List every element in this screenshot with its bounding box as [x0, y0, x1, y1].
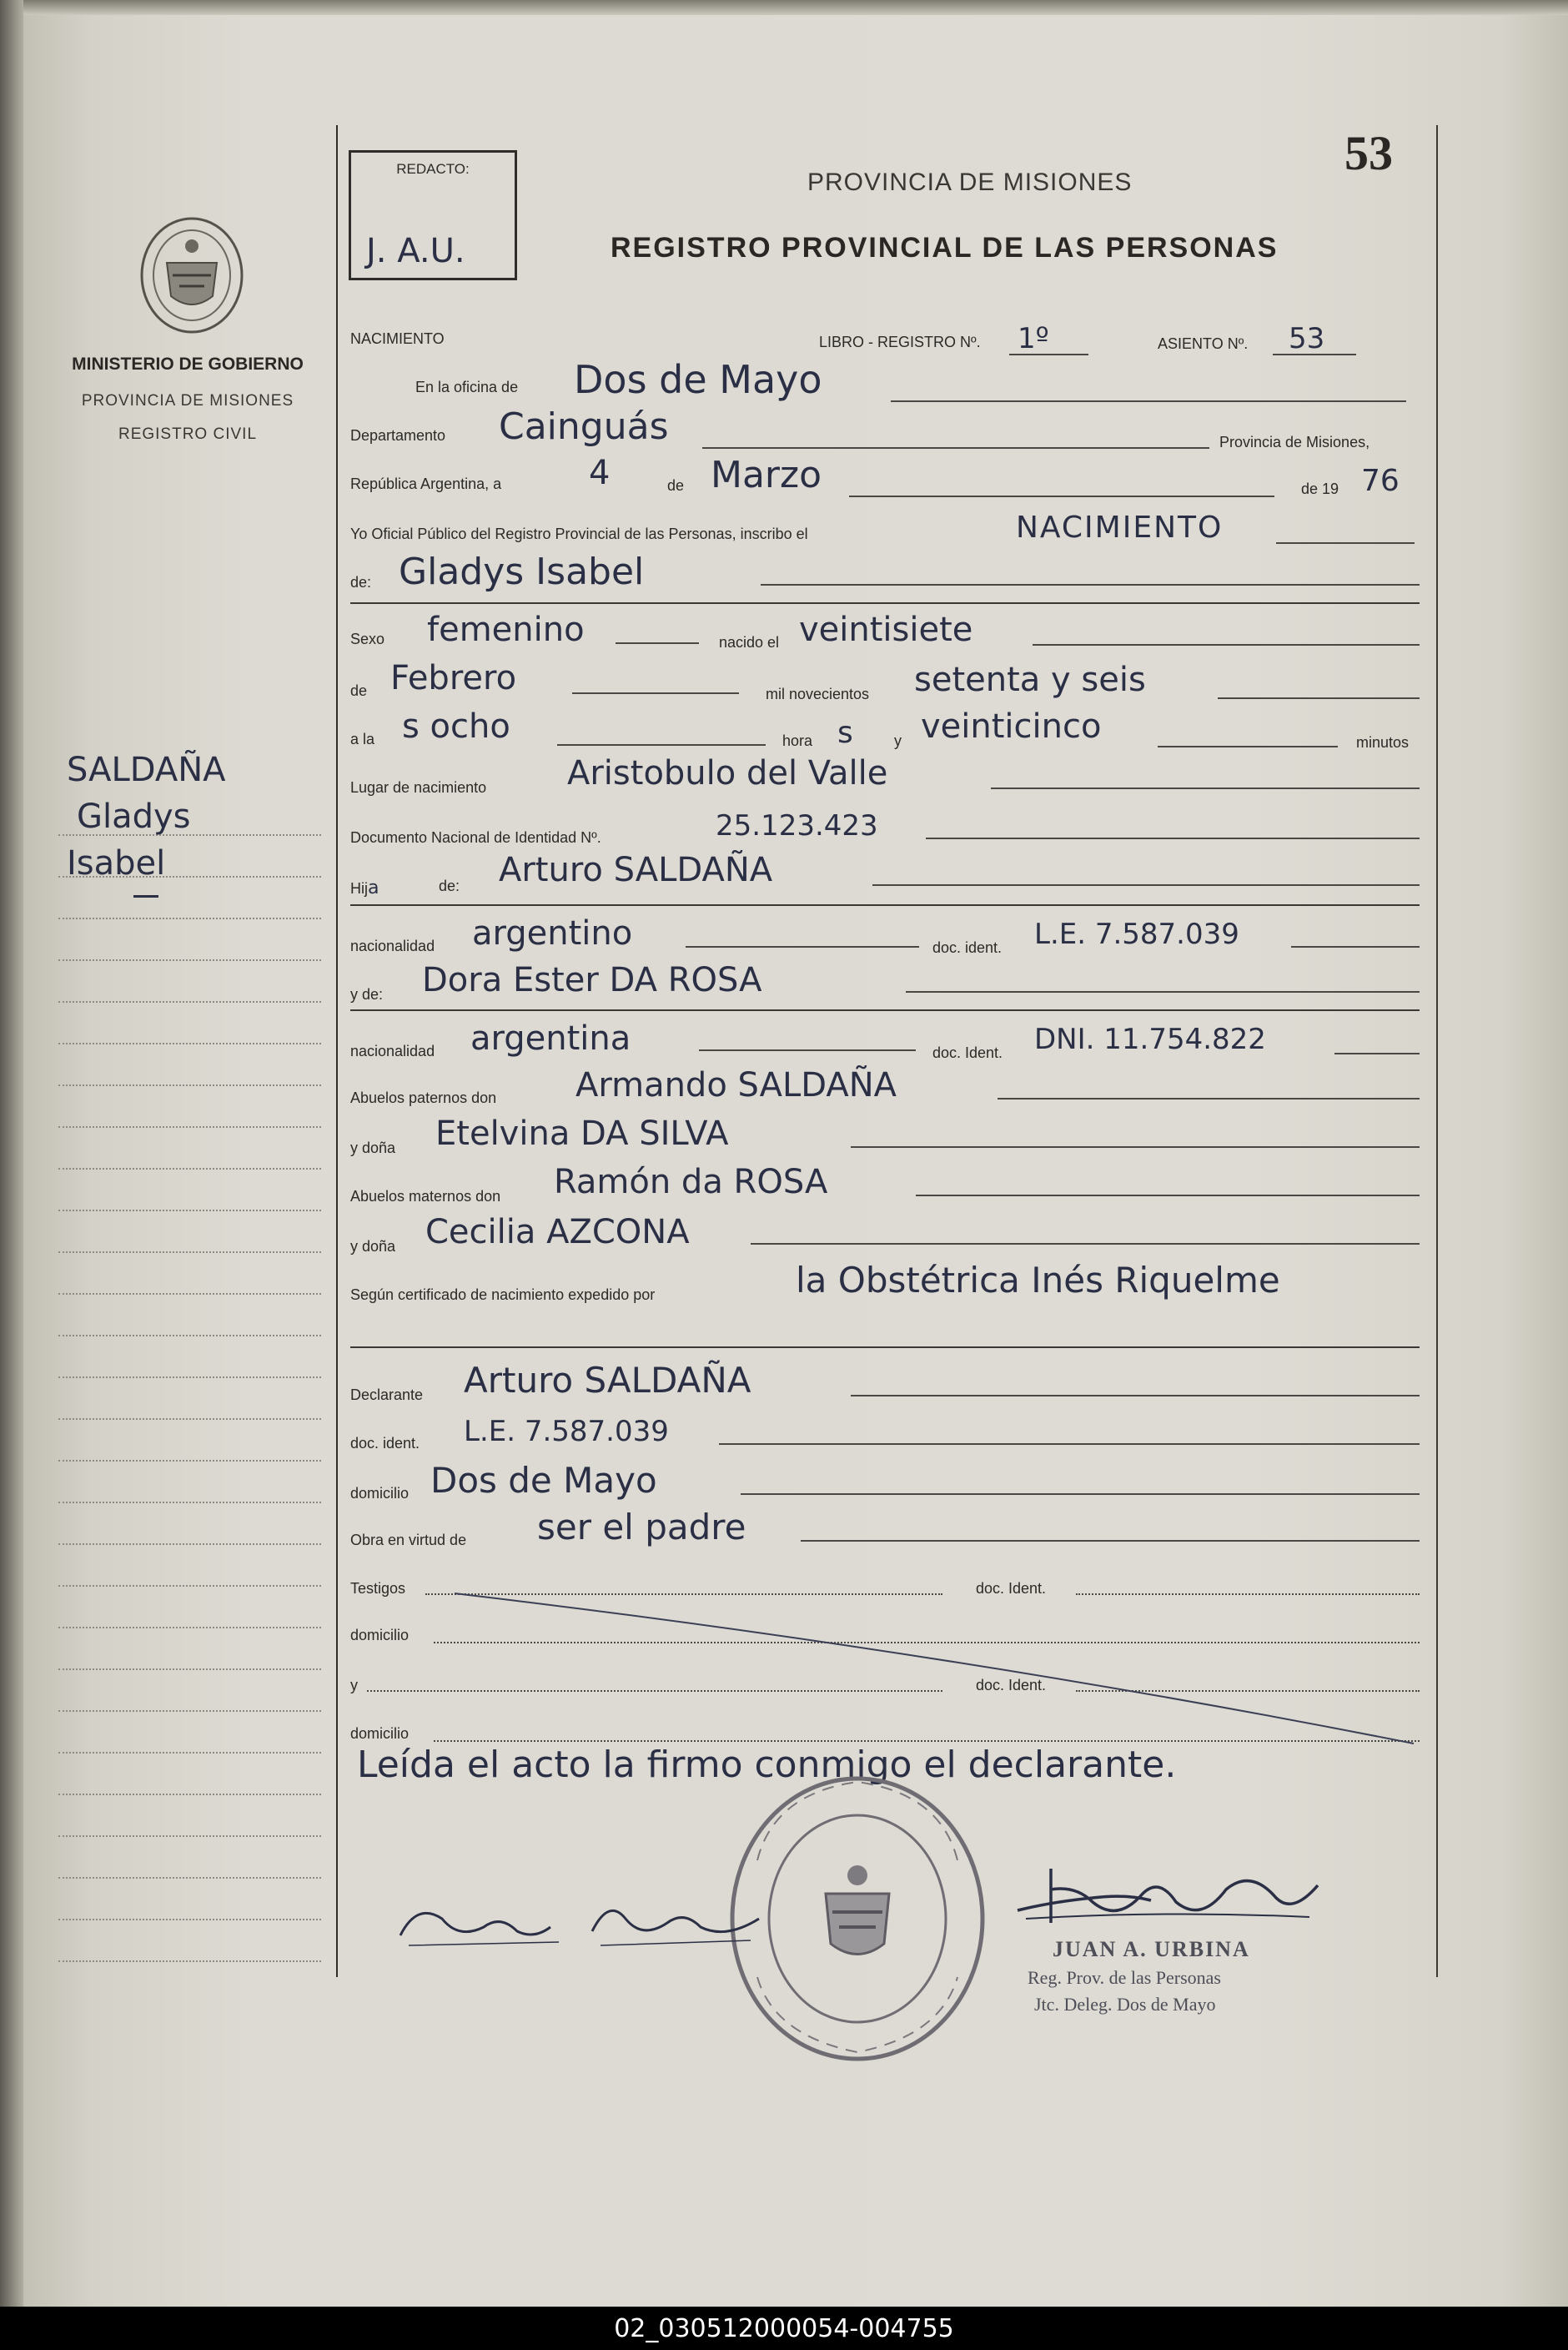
month-value: Marzo: [711, 454, 822, 496]
de-name-label: de:: [350, 574, 372, 591]
dni-value: 25.123.423: [716, 809, 878, 843]
asiento-label: ASIENTO Nº.: [1158, 335, 1249, 352]
declarante-signature-icon: [392, 1894, 776, 1960]
certificado-label: Según certificado de nacimiento expedido por: [350, 1286, 656, 1303]
mother-name-line: [906, 991, 1420, 993]
testigo2-doc-label: doc. Ident.: [976, 1677, 1047, 1693]
y-dona-mat-label: y doña: [350, 1238, 396, 1255]
year-value: 76: [1361, 464, 1400, 498]
abuela-pat: Etelvina DA SILVA: [435, 1115, 729, 1153]
margin-name-annotation: [67, 747, 226, 898]
mil-label: mil novecientos: [766, 686, 870, 702]
cancel-stroke: [450, 1585, 1418, 1752]
abuelos-pat-label: Abuelos paternos don: [350, 1089, 497, 1106]
father-doc: L.E. 7.587.039: [1034, 918, 1239, 951]
republica-label: República Argentina, a: [350, 476, 502, 492]
oficina-line: [891, 400, 1406, 402]
father-name-line: [872, 884, 1420, 886]
official-name: JUAN A. URBINA: [1053, 1937, 1250, 1961]
hora-s: s: [837, 716, 853, 750]
birth-month: Febrero: [390, 659, 517, 697]
civil-registry-label: REGISTRO CIVIL: [118, 425, 258, 443]
birth-month-line: [572, 692, 739, 694]
libro-value: 1º: [1018, 322, 1049, 355]
child-name-line: [761, 584, 1420, 586]
hijo-label-text: Hij: [350, 880, 368, 897]
abuela-mat-line: [751, 1243, 1420, 1245]
mother-doc-line: [1334, 1053, 1420, 1054]
libro-line: [1009, 354, 1088, 355]
departamento-value: Cainguás: [499, 405, 669, 448]
asiento-line: [1273, 354, 1356, 355]
obra-value: ser el padre: [537, 1507, 746, 1547]
libro-label: LIBRO - REGISTRO Nº.: [819, 334, 981, 350]
nacido-day: veintisiete: [799, 611, 973, 649]
decl-doc-line: [719, 1443, 1420, 1445]
domicilio-label: domicilio: [350, 1485, 410, 1502]
certificado-rule: [350, 1346, 1420, 1348]
oficina-label: En la oficina de: [415, 379, 519, 395]
mother-doc-label: doc. Ident.: [932, 1044, 1003, 1061]
mother-nat-label: nacionalidad: [350, 1043, 435, 1059]
binding-shadow: [0, 0, 23, 2307]
child-name-rule: [350, 602, 1420, 604]
de-month-label: de: [350, 682, 368, 699]
abuelos-mat-label: Abuelos maternos don: [350, 1188, 501, 1205]
margin-surname: SALDAÑA: [67, 751, 226, 789]
abuelo-mat: Ramón da ROSA: [554, 1163, 828, 1201]
father-nat-label: nacionalidad: [350, 938, 435, 954]
abuela-pat-line: [851, 1146, 1420, 1148]
y-de-label: y de:: [350, 986, 384, 1003]
declarante-label: Declarante: [350, 1386, 424, 1403]
margin-dash: [133, 895, 158, 898]
mother-name: Dora Ester DA ROSA: [422, 961, 762, 999]
mother-name-rule: [350, 1009, 1420, 1011]
left-border-line: [336, 125, 338, 1977]
dni-label: Documento Nacional de Identidad Nº.: [350, 829, 601, 846]
nacido-label: nacido el: [719, 634, 780, 651]
day-value: 4: [589, 454, 611, 492]
departamento-line: [702, 447, 1209, 449]
ministry-label: MINISTERIO DE GOBIERNO: [72, 355, 304, 374]
hijo-de-label: de:: [439, 878, 460, 894]
domicilio-line: [741, 1493, 1420, 1495]
a-la-label: a la: [350, 731, 375, 747]
de-label: de: [667, 477, 685, 494]
testigo2-domicilio-label: domicilio: [350, 1725, 410, 1742]
birth-hour-line: [557, 744, 766, 746]
birth-minutes-line: [1158, 746, 1338, 747]
testigo1-domicilio-label: domicilio: [350, 1627, 410, 1643]
abuelo-pat: Armando SALDAÑA: [575, 1066, 897, 1105]
hijo-label: [350, 878, 379, 898]
birth-year-line: [1218, 697, 1420, 699]
testigo2-y-label: y: [350, 1677, 358, 1693]
abuelo-mat-line: [916, 1195, 1420, 1196]
birth-hour: s ocho: [402, 707, 510, 746]
mother-nat-line: [699, 1049, 916, 1051]
dni-line: [926, 838, 1420, 839]
sexo-label: Sexo: [350, 631, 385, 647]
departamento-label: Departamento: [350, 427, 446, 444]
inscribo-label: Yo Oficial Público del Registro Provincial de las Personas, inscribo el: [350, 526, 808, 542]
month-line: [849, 496, 1274, 497]
testigo1-doc-label: doc. Ident.: [976, 1580, 1047, 1597]
lugar-value: Aristobulo del Valle: [567, 754, 888, 793]
margin-first-name: Gladys: [77, 798, 191, 836]
hora-label: hora: [782, 732, 813, 749]
page-top-edge: [0, 0, 1568, 15]
lugar-label: Lugar de nacimiento: [350, 779, 487, 796]
sexo-value: femenino: [427, 611, 585, 649]
mother-doc: DNI. 11.754.822: [1034, 1023, 1266, 1056]
oficina-value: Dos de Mayo: [574, 357, 822, 402]
father-doc-label: doc. ident.: [932, 939, 1003, 956]
page-number: 53: [1344, 126, 1393, 180]
y-dona-pat-label: y doña: [350, 1140, 396, 1156]
nacido-line: [1033, 644, 1420, 646]
inscribo-value: NACIMIENTO: [1016, 511, 1224, 545]
obra-label: Obra en virtud de: [350, 1532, 467, 1548]
sexo-line: [616, 642, 699, 644]
testigos-label: Testigos: [350, 1580, 406, 1597]
redacto-initials: J. A.U.: [366, 232, 465, 270]
footer-filename: 02_030512000054-004755: [614, 2314, 954, 2343]
hijo-suffix: a: [368, 878, 379, 898]
father-doc-line: [1291, 946, 1420, 948]
child-name: Gladys Isabel: [399, 551, 645, 593]
abuelo-pat-line: [998, 1098, 1420, 1100]
father-name-rule: [350, 904, 1420, 906]
father-name: Arturo SALDAÑA: [499, 851, 773, 889]
abuela-mat: Cecilia AZCONA: [425, 1213, 690, 1251]
official-title-1: Reg. Prov. de las Personas: [1028, 1967, 1221, 1988]
inscribo-line: [1276, 542, 1415, 544]
birth-year-words: setenta y seis: [914, 661, 1146, 699]
father-nat: argentino: [472, 914, 633, 953]
declarante-line: [851, 1395, 1420, 1396]
nacimiento-label: NACIMIENTO: [350, 330, 445, 347]
mother-nat: argentina: [470, 1019, 631, 1058]
registry-title: REGISTRO PROVINCIAL DE LAS PERSONAS: [611, 232, 1279, 264]
minutos-label: minutos: [1356, 734, 1410, 751]
certificado-value: la Obstétrica Inés Riquelme: [796, 1260, 1280, 1301]
official-title-2: Jtc. Deleg. Dos de Mayo: [1034, 1994, 1216, 2015]
year-label: de 19: [1301, 481, 1339, 497]
decl-doc-value: L.E. 7.587.039: [464, 1415, 669, 1448]
birth-minutes: veinticinco: [921, 707, 1102, 746]
coat-of-arms-seal-icon: [129, 213, 254, 338]
asiento-value: 53: [1289, 322, 1325, 355]
decl-doc-label: doc. ident.: [350, 1435, 420, 1452]
official-signature-icon: [1001, 1852, 1334, 1944]
right-border-line: [1436, 125, 1438, 1977]
obra-line: [801, 1540, 1420, 1542]
margin-middle-name: Isabel: [67, 844, 166, 883]
province-title: PROVINCIA DE MISIONES: [807, 169, 1133, 196]
lugar-line: [991, 788, 1420, 789]
provincia-label: Provincia de Misiones,: [1219, 434, 1370, 450]
y-label: y: [894, 732, 902, 749]
father-nat-line: [686, 946, 919, 948]
redacto-label: REDACTO:: [396, 161, 470, 177]
domicilio-value: Dos de Mayo: [430, 1460, 657, 1501]
declarante-value: Arturo SALDAÑA: [464, 1360, 751, 1401]
closing-text: Leída el acto la firmo conmigo el declarante.: [357, 1744, 1177, 1786]
redacto-box: [349, 150, 517, 280]
province-label-left: PROVINCIA DE MISIONES: [81, 392, 294, 410]
